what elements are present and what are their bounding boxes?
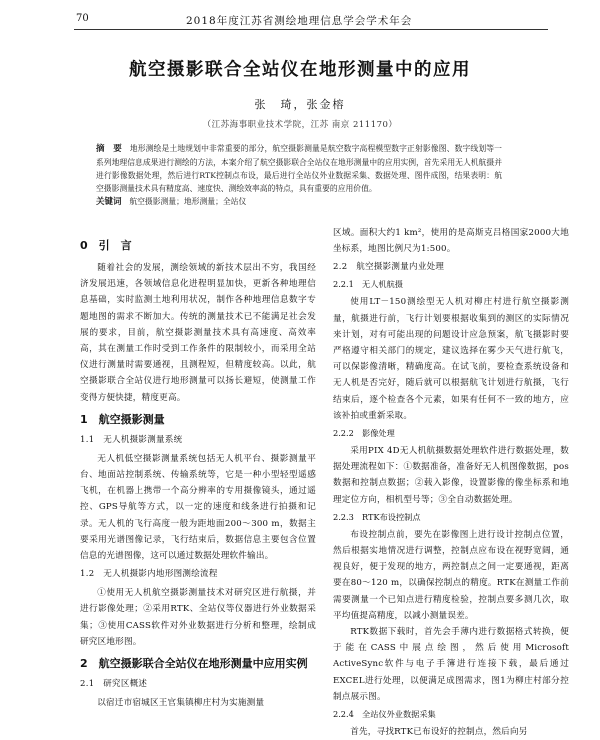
- abstract: [96, 142, 502, 209]
- subsubsection-heading: 2.2.4 全站仪外业数据采集: [333, 709, 436, 720]
- keywords: 航空摄影测量；地形测量；全站仪: [129, 197, 247, 206]
- paper-title: 航空摄影联合全站仪在地形测量中的应用: [129, 60, 471, 80]
- keywords-label: 关键词: [96, 197, 122, 207]
- subsubsection-heading: 2.2.2 影像处理: [333, 428, 395, 439]
- paragraph: 使用LT－150测绘型无人机对柳庄村进行航空摄影测量，航摄进行前，飞行计划要根据收集到的测区的实际情况来计划，对有可能出现的问题设计应急预案，航飞摄影时要严格遵守相关部门的规定，建议选择在雾少天气进行航飞，可以保影像清晰，精确度高。在试飞前，要检查系统设备和无人机是否完好，随后就可以根据航飞计划进行航摄，飞行结束后，逐个检查各个元素，如果有任何不一致的地方，应该补拍或重新采取。: [333, 297, 569, 421]
- subsection-heading: 2.2 航空摄影测量内业处理: [333, 262, 445, 273]
- running-title: 2018年度江苏省测绘地理信息学会学术年会: [186, 15, 413, 27]
- abstract-text: 地形测绘是土地规划中非常重要的部分，航空摄影测量是航空数字高程模型数字正射影像图、数字线划等一系列地理信息成果进行测绘的方法，本案介绍了航空摄影联合全站仪在地形测量中的应用实例，首先采用无人机航摄并进行影像数据处理，然后进行RTK控制点布设，最后进行全站仪外业数据采集、数据处理、图件成图，结果表明：航空摄影测量技术具有精度高、速度快、测绘效率高的特点，具有重要的应用价值。: [96, 144, 502, 193]
- page-number: 70: [76, 13, 89, 24]
- paragraph: 以宿迁市宿城区王官集镇柳庄村为实施测量: [97, 698, 265, 709]
- affiliation: （江苏海事职业技术学院，江苏 南京 211170）: [202, 120, 398, 130]
- paragraph: 布设控制点前，要先在影像图上进行设计控制点位置，然后根据实地情况进行调整，控制点应布设在视野宽阔，通视良好，便于发现的地方，两控制点之间一定要通视，距离要在80～120 m，以确保控制点的精度。RTK在测量工作前需要测量一个已知点进行精度检验，控制点要多测几次，取平均值提高精度，以减小测量误差。: [333, 529, 569, 621]
- abstract-label: 摘 要: [96, 144, 122, 154]
- subsection-heading: 2.1 研究区概述: [80, 679, 148, 690]
- header-rule: [74, 29, 548, 30]
- paragraph: 采用PIX 4D无人机航摄数据处理软件进行数据处理，数据处理流程如下：①数据准备，准备好无人机图像数据，pos数据和控制点数据；②载入影像，设置影像的像坐标系和地理定位方向，相机型号等；③全自动数据处理。: [333, 446, 569, 505]
- subsection-heading: 1.2 无人机摄影内地形图测绘流程: [80, 569, 218, 580]
- authors: 张 琦，张金榕: [254, 98, 346, 111]
- subsubsection-heading: 2.2.1 无人机航摄: [333, 279, 403, 290]
- right-column: [333, 225, 569, 740]
- subsection-heading: 1.1 无人机摄影测量系统: [80, 434, 183, 445]
- paragraph: 首先，寻找RTK已布设好的控制点，然后向另: [350, 727, 528, 738]
- paragraph: ①使用无人机航空摄影测量技术对研究区进行航摄，并进行影像处理；②采用RTK、全站仪等仪器进行外业数据采集；③使用CASS软件对外业数据进行分析和整理，绘制成研究区地形图。: [80, 588, 316, 647]
- section-heading: 0 引 言: [80, 239, 132, 252]
- section-heading: 1 航空摄影测量: [80, 412, 165, 426]
- section-heading: 2 航空摄影联合全站仪在地形测量中应用实例: [80, 657, 308, 671]
- running-header: [0, 0, 600, 30]
- paragraph: 无人机低空摄影测量系统包括无人机平台、摄影测量平台、地面站控制系统、传输系统等，它是一种小型轻型遥感飞机，在机器上携带一个高分辨率的专用摄像镜头，通过遥控、GPS导航等方式，以一定的速度和线条进行拍摄和记录。无人机的飞行高度一般为距地面200～300 m，数据主要采用光谱图像记录，飞行结束后，数据信息主要包含位置信息的光谱图像，这可以通过数据处理软件输出。: [80, 453, 316, 562]
- paragraph: 区域。面积大约1 km²，使用的是高斯克吕格国家2000大地坐标系，地图比例尺为1:500。: [333, 228, 569, 255]
- paragraph: 随着社会的发展，测绘领域的新技术层出不穷，我国经济发展迅速，各领域信息化进程明显加快，更新各种地理信息基础，实时监测土地利用状况，制作各种地理信息数字专题地图的需求不断加大。传统的测量技术已不能满足社会发展的要求，目前，航空摄影测量技术具有高速度、高效率高，其在测量工作时受到工作条件的限制较小，而采用全站仪进行测量时需要通视，且测程短，但精度较高。以此，航空摄影联合全站仪进行地形测量可以扬长避短，使测量工作变得方便快捷，精度更高。: [80, 263, 316, 403]
- left-column: [80, 232, 316, 711]
- subsubsection-heading: 2.2.3 RTK布设控制点: [333, 511, 421, 522]
- paragraph: RTK数据下载时，首先会手薄内进行数据格式转换，便于能在CASS中展点绘图，然后使用Microsoft ActiveSync软件与电子手簿进行连接下载，最后通过EXCEL进行处理，以便满足成图需求，图1为柳庄村部分控制点展示图。: [333, 627, 569, 702]
